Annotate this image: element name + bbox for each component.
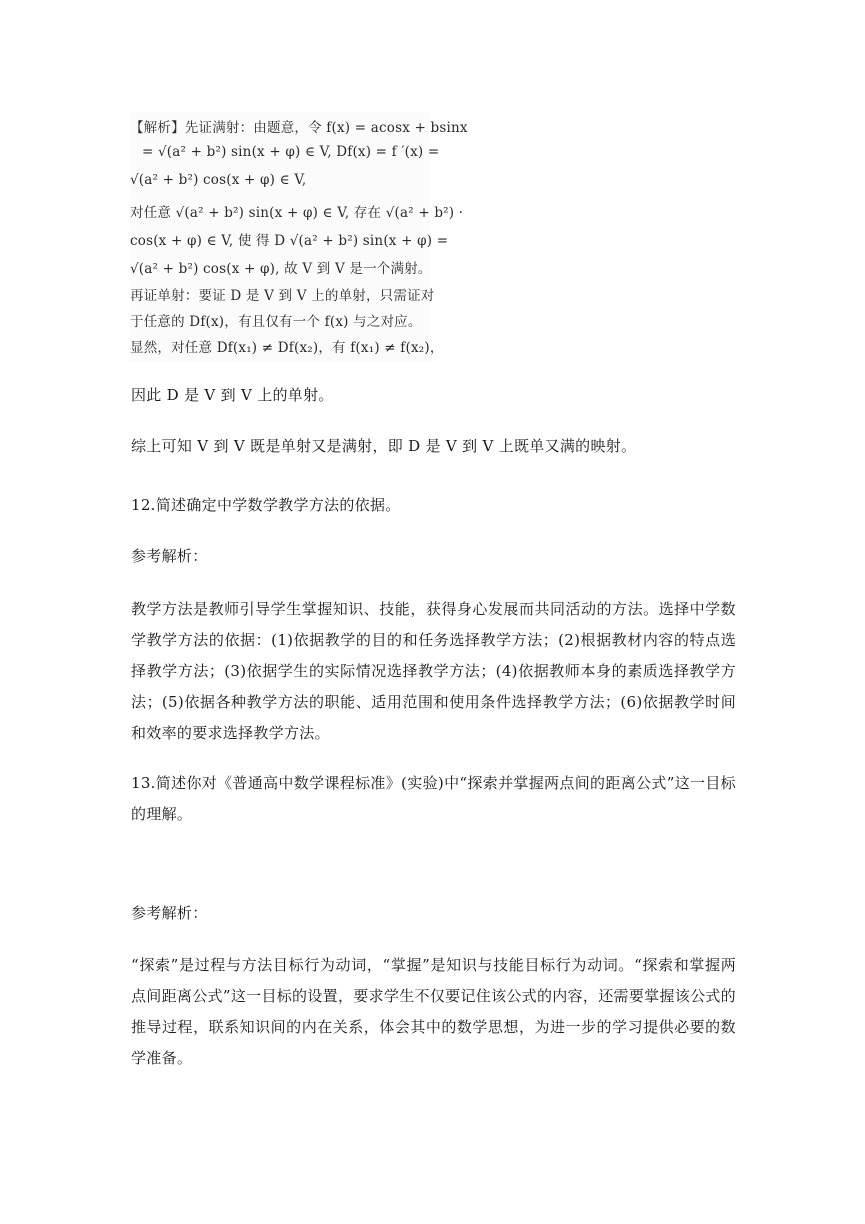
scan-line: 【解析】先证满射：由题意，令 f(x) = acosx + bsinx [130,120,468,136]
scan-line: √(a² + b²) cos(x + φ) ∈ V, [130,172,307,188]
scanned-solution-image [130,112,468,362]
scan-line: 对任意 √(a² + b²) sin(x + φ) ∈ V, 存在 √(a² + b²) · [130,205,464,221]
conclusion-bijective: 综上可知 V 到 V 既是单射又是满射，即 D 是 V 到 V 上既单又满的映射。 [131,437,637,455]
scan-line: 显然，对任意 Df(x₁) ≠ Df(x₂)，有 f(x₁) ≠ f(x₂)， [130,340,444,356]
reference-heading: 参考解析： [131,904,208,922]
scan-line: √(a² + b²) cos(x + φ), 故 V 到 V 是一个满射。 [130,261,432,277]
scan-line: cos(x + φ) ∈ V, 使 得 D √(a² + b²) sin(x + φ) = [130,233,449,249]
scan-line: 于任意的 Df(x)，有且仅有一个 f(x) 与之对应。 [130,314,422,330]
scan-line: = √(a² + b²) sin(x + φ) ∈ V, Df(x) = f ′(x) = [142,144,440,160]
question-12: 12.简述确定中学数学教学方法的依据。 [131,496,401,514]
answer-12: 教学方法是教师引导学生掌握知识、技能，获得身心发展而共同活动的方法。选择中学数学教学方法的依据：(1)依据教学的目的和任务选择教学方法；(2)根据教材内容的特点选择教学方法；(3)依据学生的实际情况选择教学方法；(4)依据教师本身的素质选择教学方法；(5)依据各种教学方法的职能、适用范围和使用条件选择教学方法；(6)依据教学时间和效率的要求选择教学方法。 [131,600,736,742]
question-13: 13.简述你对《普通高中数学课程标准》(实验)中“探索并掌握两点间的距离公式”这一目标的理解。 [131,774,736,823]
answer-13: “探索”是过程与方法目标行为动词，“掌握”是知识与技能目标行为动词。“探索和掌握两点间距离公式”这一目标的设置，要求学生不仅要记住该公式的内容，还需要掌握该公式的推导过程，联系知识间的内在关系，体会其中的数学思想，为进一步的学习提供必要的数学准备。 [131,956,736,1067]
conclusion-injective: 因此 D 是 V 到 V 上的单射。 [131,386,334,404]
reference-heading: 参考解析： [131,547,208,565]
scan-line: 再证单射：要证 D 是 V 到 V 上的单射，只需证对 [130,288,435,304]
